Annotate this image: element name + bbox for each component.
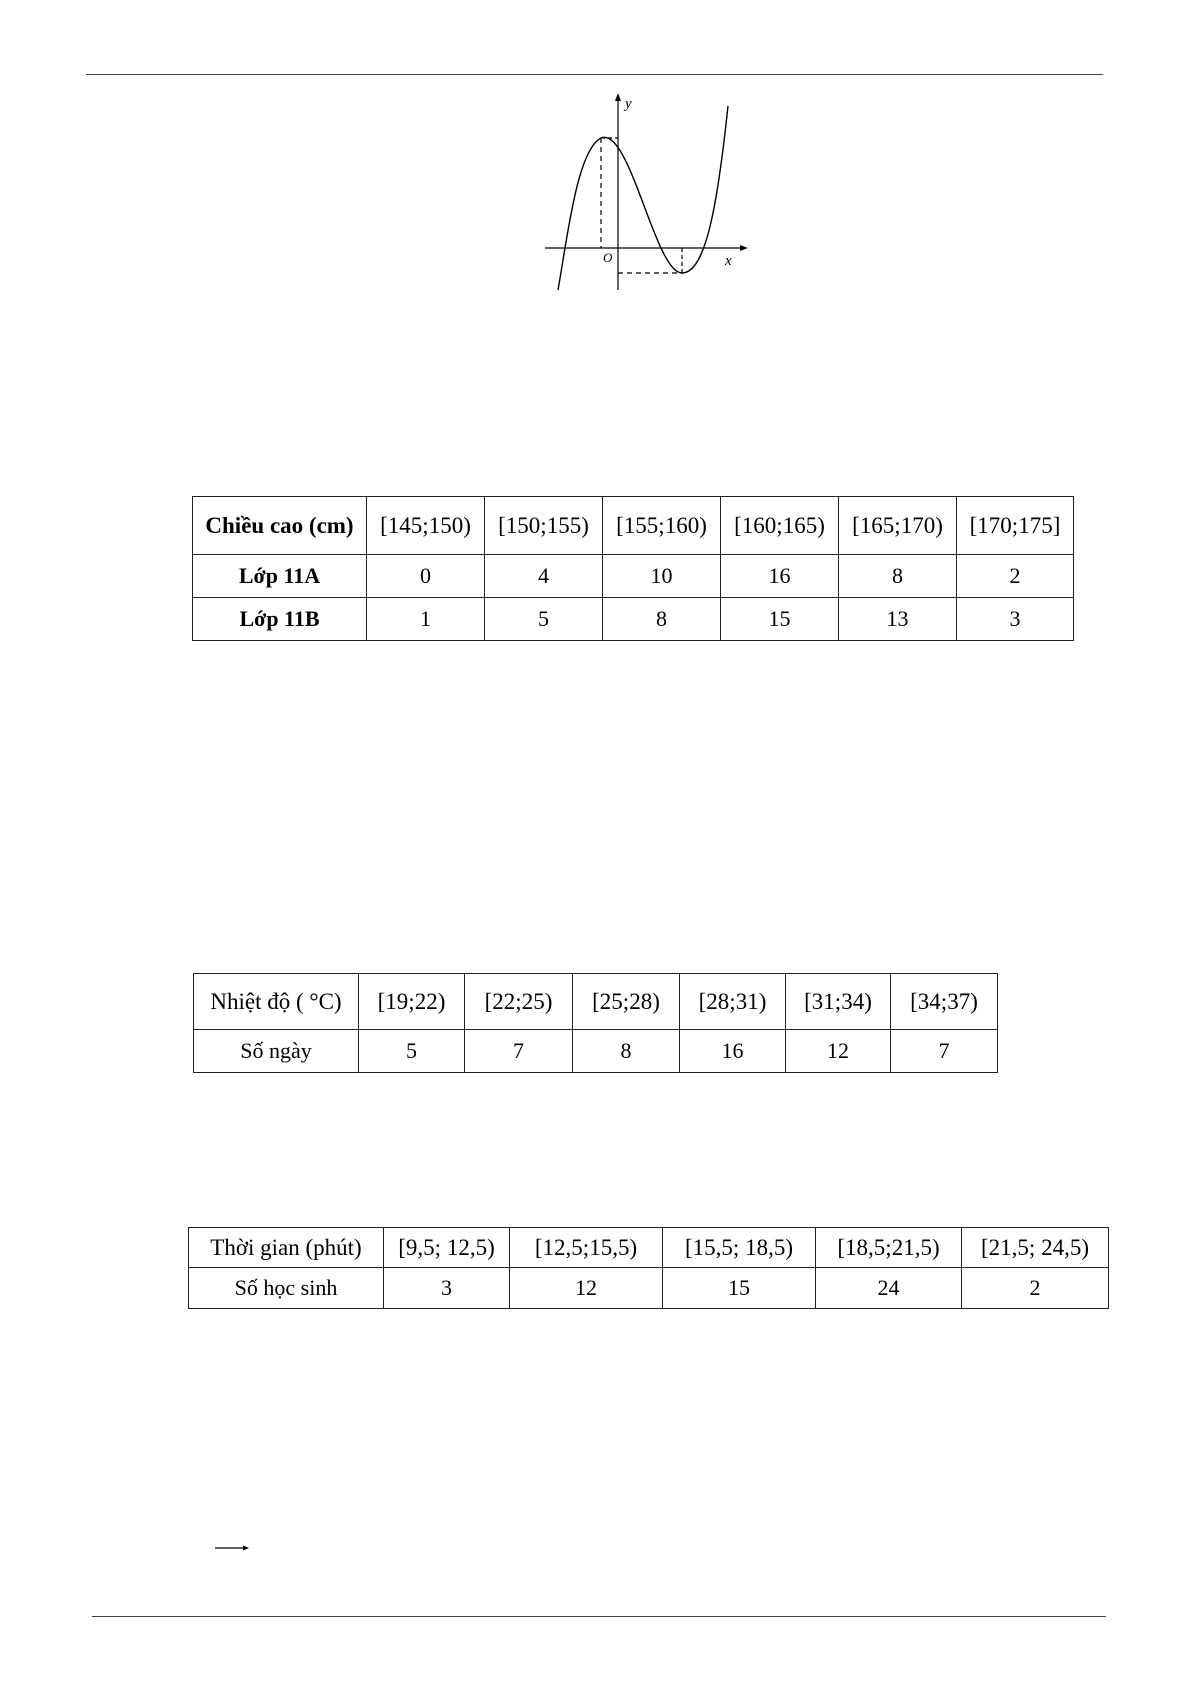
column-header: [160;165) [721,497,839,555]
row-label: Lớp 11B [193,598,367,641]
table-cell: 8 [603,598,721,641]
table-cell: 0 [367,555,485,598]
row-label: Số ngày [194,1030,359,1073]
y-axis-label: y [625,96,632,112]
table-cell: 12 [786,1030,891,1073]
table-row [189,1268,1109,1309]
x-axis-arrow-icon [740,245,748,251]
header-rule [86,74,1103,75]
column-header: [9,5; 12,5) [384,1228,510,1268]
table-cell: 5 [485,598,603,641]
table-row [194,1030,998,1073]
table-cell: 4 [485,555,603,598]
column-header: [145;150) [367,497,485,555]
table-cell: 15 [663,1268,816,1309]
time-frequency-table [188,1227,1109,1309]
column-header: Nhiệt độ ( °C) [194,974,359,1030]
temperature-frequency-table [193,973,998,1073]
footer-rule [92,1616,1106,1617]
function-curve [558,106,728,290]
x-axis-label: x [725,253,732,269]
origin-label: O [603,250,613,265]
table-header-row [189,1228,1109,1268]
table-cell: 5 [359,1030,465,1073]
column-header: [31;34) [786,974,891,1030]
table-cell: 13 [839,598,957,641]
row-label: Lớp 11A [193,555,367,598]
column-header: Chiều cao (cm) [193,497,367,555]
table-cell: 3 [384,1268,510,1309]
table-cell: 12 [510,1268,663,1309]
table-cell: 7 [891,1030,998,1073]
column-header: [28;31) [680,974,786,1030]
column-header: [18,5;21,5) [816,1228,962,1268]
table-cell: 8 [839,555,957,598]
table-cell: 2 [957,555,1074,598]
column-header: [21,5; 24,5) [962,1228,1109,1268]
column-header: [25;28) [573,974,680,1030]
column-header: [155;160) [603,497,721,555]
column-header: [12,5;15,5) [510,1228,663,1268]
table-row [193,598,1074,641]
table-cell: 16 [721,555,839,598]
column-header: Thời gian (phút) [189,1228,384,1268]
table-cell: 24 [816,1268,962,1309]
column-header: [34;37) [891,974,998,1030]
table-cell: 10 [603,555,721,598]
height-frequency-table [192,496,1074,641]
column-header: [165;170) [839,497,957,555]
row-label: Số học sinh [189,1268,384,1309]
y-axis-arrow-icon [615,93,621,101]
vector-arrow-icon [214,1542,250,1554]
table-cell: 15 [721,598,839,641]
table-header-row [193,497,1074,555]
table-cell: 2 [962,1268,1109,1309]
column-header: [19;22) [359,974,465,1030]
table-cell: 1 [367,598,485,641]
table-header-row [194,974,998,1030]
table-cell: 8 [573,1030,680,1073]
column-header: [150;155) [485,497,603,555]
table-cell: 3 [957,598,1074,641]
column-header: [170;175] [957,497,1074,555]
cubic-function-graph [545,90,750,295]
column-header: [22;25) [465,974,573,1030]
table-cell: 16 [680,1030,786,1073]
table-row [193,555,1074,598]
column-header: [15,5; 18,5) [663,1228,816,1268]
table-cell: 7 [465,1030,573,1073]
